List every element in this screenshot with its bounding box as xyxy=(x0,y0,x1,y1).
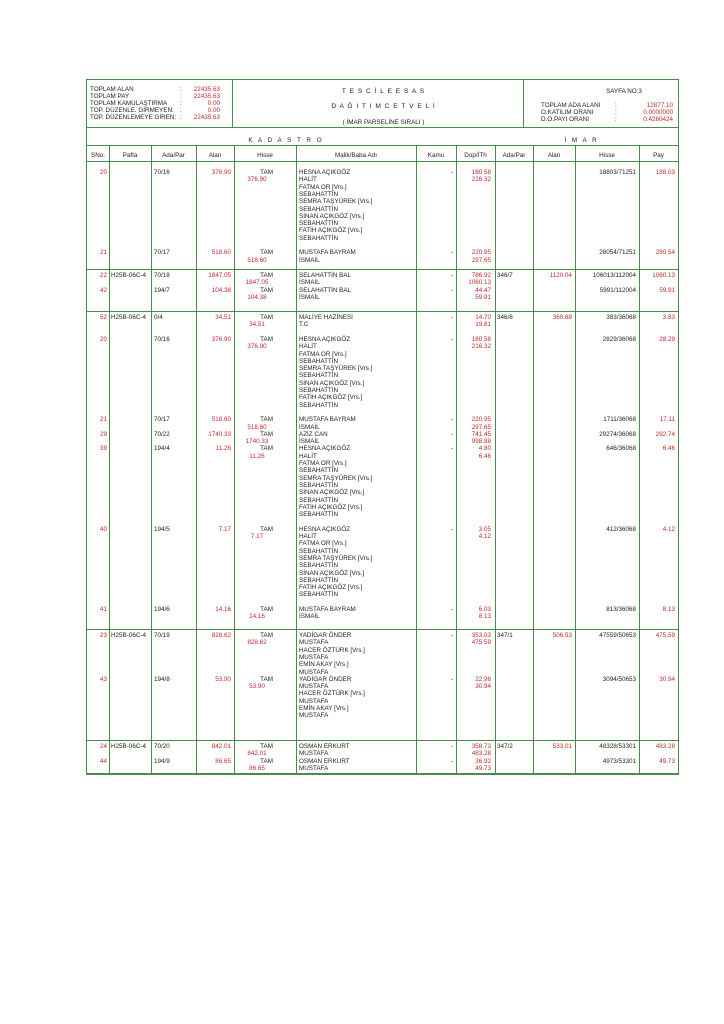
row-imar-hisse: 29274/36068 xyxy=(599,430,636,438)
row-owner: HALİT xyxy=(299,533,317,540)
row-sno: 43 xyxy=(99,675,107,683)
block-divider xyxy=(87,773,678,774)
row-kamu: - xyxy=(450,416,453,424)
row-owner: SEBAHATTİN xyxy=(299,496,339,504)
row-kamu: - xyxy=(450,675,453,683)
column-divider xyxy=(533,145,534,774)
row-hisse-value: 34.51 xyxy=(249,321,265,329)
row-imar-hisse: 48328/53301 xyxy=(599,743,636,750)
row-dop: 4.80 xyxy=(478,445,491,453)
block-divider xyxy=(87,629,678,630)
row-dop: 36.92 xyxy=(475,757,491,765)
row-ith: 1060.13 xyxy=(468,279,491,287)
row-sno: 41 xyxy=(99,606,107,613)
row-ith: 49.73 xyxy=(475,764,491,772)
row-alan: 1740.33 xyxy=(208,430,231,438)
row-ith: 483.28 xyxy=(471,750,491,758)
header-left-colon: : xyxy=(180,114,182,121)
row-hisse-value: 376.90 xyxy=(247,343,267,351)
row-owner: SEBAHATTİN xyxy=(299,357,339,365)
header-left-label: TOPLAM ALAN xyxy=(90,86,134,93)
row-alan: 1847.05 xyxy=(208,272,231,279)
block-divider xyxy=(87,311,678,312)
row-hisse-value: 86.65 xyxy=(249,764,265,772)
row-dop: 741.45 xyxy=(471,430,491,438)
page-number: SAYFA NO:3 xyxy=(606,88,642,95)
row-ith: 216.32 xyxy=(471,343,491,351)
row-owner: FATMA OR [Vrs.] xyxy=(299,540,347,548)
row-hisse: TAM xyxy=(260,314,273,321)
row-hisse-value: 828.62 xyxy=(247,639,267,647)
header-left-value: 0.00 xyxy=(207,100,220,107)
row-alan: 7.17 xyxy=(218,525,231,533)
header-left-colon: : xyxy=(180,107,182,114)
column-divider xyxy=(639,145,640,774)
row-pay: 4.12 xyxy=(662,525,675,533)
row-owner: SEBAHATTİN xyxy=(299,205,339,213)
row-dop: 160.58 xyxy=(471,335,491,343)
row-adapar: 70/17 xyxy=(154,249,170,257)
section-imar: İ M A R xyxy=(564,137,599,144)
row-imar-hisse: 4973/53301 xyxy=(602,757,636,765)
row-alan: 842.01 xyxy=(211,743,231,750)
row-owner: SEBAHATTİN xyxy=(299,562,339,570)
row-sno: 29 xyxy=(99,430,107,438)
row-owner: MUSTAFA BAYRAM xyxy=(299,249,356,257)
row-owner: YADİGAR ÖNDER xyxy=(299,632,352,639)
row-imar-alan: 506.53 xyxy=(552,632,572,639)
row-owner: HALİT xyxy=(299,452,317,460)
row-hisse: TAM xyxy=(260,249,273,257)
row-alan: 53.90 xyxy=(215,675,231,683)
row-pay: 17.11 xyxy=(659,416,675,424)
row-imar-hisse: 18803/71251 xyxy=(599,169,636,176)
row-sno: 21 xyxy=(99,249,107,257)
row-owner: HESNA AÇIKGÖZ xyxy=(299,335,351,343)
row-owner: SEBAHATTİN xyxy=(299,481,339,489)
row-adapar: 194/4 xyxy=(154,445,170,453)
row-adapar: 70/22 xyxy=(154,430,170,438)
column-header: Dop/İTh xyxy=(464,152,487,159)
row-alan: 86.65 xyxy=(215,757,231,765)
row-hisse: TAM xyxy=(260,169,273,176)
row-adapar: 70/16 xyxy=(154,169,170,176)
row-hisse: TAM xyxy=(260,445,273,453)
row-dop: 3.05 xyxy=(478,525,491,533)
row-alan: 34.51 xyxy=(215,314,231,321)
row-owner: SİNAN AÇIKGÖZ [Vrs.] xyxy=(299,569,365,577)
row-kamu: - xyxy=(450,286,453,294)
row-ith: 30.94 xyxy=(475,683,491,691)
row-kamu: - xyxy=(450,445,453,453)
column-header: Ada/Par xyxy=(502,152,526,159)
row-owner: MUSTAFA xyxy=(299,712,329,720)
row-ith: 8.13 xyxy=(478,613,491,621)
column-divider xyxy=(296,145,297,774)
column-divider xyxy=(575,145,576,774)
doc-order-note: ( İMAR PARSELİNE SIRALI ) xyxy=(342,119,425,126)
row-owner: SEBAHATTİN xyxy=(299,190,339,198)
row-pay: 28.29 xyxy=(659,335,675,343)
row-ith: 998.88 xyxy=(471,438,491,446)
row-ith: 216.32 xyxy=(471,176,491,184)
row-pafta: H25B-06C-4 xyxy=(111,272,146,279)
row-pay: 49.73 xyxy=(659,757,675,765)
row-sno: 39 xyxy=(99,445,107,453)
row-owner: MUSTAFA xyxy=(299,653,329,661)
row-owner: MUSTAFA BAYRAM xyxy=(299,416,356,424)
row-hisse-value: 7.17 xyxy=(250,533,264,540)
header-left-colon: : xyxy=(180,93,182,100)
header-right-label: TOPLAM ADA ALANI xyxy=(541,102,601,109)
row-owner: SİNAN AÇIKGÖZ [Vrs.] xyxy=(299,379,365,387)
row-owner: İSMAİL xyxy=(299,423,320,431)
row-owner: MUSTAFA xyxy=(299,764,329,772)
row-owner: HESNA AÇIKGÖZ xyxy=(299,525,351,533)
row-kamu: - xyxy=(450,249,453,257)
row-owner: FATMA OR [Vrs.] xyxy=(299,350,347,358)
row-hisse: TAM xyxy=(260,632,273,639)
header-left-value: 22435.63 xyxy=(193,93,220,100)
row-ith: 6.46 xyxy=(478,452,491,460)
row-sno: 24 xyxy=(99,743,107,750)
row-kamu: - xyxy=(450,743,453,750)
row-owner: HALİT xyxy=(299,343,317,351)
column-header: Pay xyxy=(653,152,664,159)
row-owner: SEBAHATTİN xyxy=(299,234,339,242)
header-left-colon: : xyxy=(180,86,182,93)
column-divider xyxy=(416,145,417,774)
row-owner: FATİH AÇIKGÖZ [Vrs.] xyxy=(299,227,363,235)
row-dop: 220.95 xyxy=(471,249,491,257)
row-sno: 42 xyxy=(99,286,107,294)
header-right-value: 0.0000000 xyxy=(643,109,673,116)
column-header: SNo. xyxy=(91,152,105,159)
row-owner: SEBAHATTİN xyxy=(299,467,339,475)
row-kamu: - xyxy=(450,525,453,533)
row-alan: 376.90 xyxy=(211,169,231,176)
column-divider xyxy=(109,145,110,774)
row-sno: 44 xyxy=(99,757,107,765)
column-divider xyxy=(234,145,235,774)
row-ith: 297.65 xyxy=(471,256,491,264)
row-owner: MALİYE HAZİNESİ xyxy=(299,314,353,321)
row-imar-hisse: 813/36068 xyxy=(606,606,636,613)
header-left-value: 22435.63 xyxy=(193,114,220,121)
row-hisse: TAM xyxy=(260,272,273,279)
row-sno: 40 xyxy=(99,525,107,533)
row-hisse: TAM xyxy=(260,525,273,533)
doc-subtitle: D A Ğ I T I M C E T V E L İ xyxy=(331,103,436,110)
row-alan: 518.60 xyxy=(211,249,231,257)
row-pay: 188.03 xyxy=(655,169,675,176)
row-hisse: TAM xyxy=(260,430,273,438)
header-left-value: 0.00 xyxy=(207,107,220,114)
row-owner: MUSTAFA xyxy=(299,683,329,691)
row-owner: HACER ÖZTÜRK [Vrs.] xyxy=(299,646,365,654)
row-owner: SELAHATTİN BAL xyxy=(299,286,352,294)
row-imar-adapar: 346/7 xyxy=(497,272,513,279)
row-adapar: 70/19 xyxy=(154,632,170,639)
row-owner: EMİN AKAY [Vrs.] xyxy=(299,705,349,712)
row-imar-hisse: 2829/36068 xyxy=(602,335,636,343)
row-ith: 297.65 xyxy=(471,423,491,431)
row-imar-hisse: 3094/50653 xyxy=(602,675,636,683)
row-imar-adapar: 346/8 xyxy=(497,314,513,321)
row-kamu: - xyxy=(450,169,453,176)
column-header: Alan xyxy=(547,152,561,159)
row-owner: FATMA OR [Vrs.] xyxy=(299,460,347,467)
row-owner: OSMAN ERKURT xyxy=(299,757,350,765)
row-owner: AZİZ CAN xyxy=(299,430,328,438)
row-hisse-value: 518.60 xyxy=(247,256,267,264)
header-left-colon: : xyxy=(180,100,182,107)
row-dop: 160.58 xyxy=(471,169,491,176)
row-imar-hisse: 646/36068 xyxy=(606,445,636,453)
row-kamu: - xyxy=(450,430,453,438)
row-alan: 518.60 xyxy=(211,416,231,424)
row-imar-adapar: 347/2 xyxy=(497,743,513,750)
row-sno: 52 xyxy=(99,314,107,321)
row-hisse: TAM xyxy=(260,286,273,294)
row-alan: 828.62 xyxy=(211,632,231,639)
row-pay: 6.46 xyxy=(662,445,675,453)
header-left-label: TOPLAM PAY xyxy=(90,93,130,100)
row-owner: SEBAHATTİN xyxy=(299,511,339,519)
row-pay: 1060.13 xyxy=(652,272,675,279)
row-imar-hisse: 28054/71251 xyxy=(599,249,636,257)
row-owner: SEMRA TAŞYÜREK [Vrs.] xyxy=(299,474,373,482)
row-adapar: 0/4 xyxy=(154,314,163,321)
row-pay: 292.74 xyxy=(655,430,675,438)
column-header: Malik/Baba Adı xyxy=(334,152,377,159)
row-imar-hisse: 47559/50653 xyxy=(599,632,636,639)
row-hisse-value: 1740.33 xyxy=(245,438,269,446)
row-alan: 376.90 xyxy=(211,335,231,343)
row-pafta: H25B-06C-4 xyxy=(111,632,146,639)
header-right-colon: : xyxy=(615,109,617,116)
row-owner: YADİGAR ÖNDER xyxy=(299,675,352,683)
row-kamu: - xyxy=(450,757,453,765)
row-pafta: H25B-06C-4 xyxy=(111,314,146,321)
header-right-colon: : xyxy=(615,116,617,123)
row-adapar: 70/20 xyxy=(154,743,170,750)
row-pay: 483.28 xyxy=(655,743,675,750)
row-hisse: TAM xyxy=(260,416,273,424)
row-dop: 786.92 xyxy=(471,272,491,279)
row-hisse-value: 376.90 xyxy=(247,176,267,184)
column-header: Ada/Par xyxy=(162,152,185,159)
column-header: Pafta xyxy=(122,152,138,159)
row-owner: MUSTAFA xyxy=(299,668,329,676)
column-divider xyxy=(196,145,197,774)
row-adapar: 70/16 xyxy=(154,335,170,343)
row-owner: HACER ÖZTÜRK [Vrs.] xyxy=(299,690,365,698)
row-pay: 59.91 xyxy=(659,286,675,294)
row-pafta: H25B-06C-4 xyxy=(111,743,146,750)
header-right-colon: : xyxy=(615,102,617,109)
row-owner: İSMAİL xyxy=(299,279,320,287)
header-left-value: 22435.63 xyxy=(193,86,220,93)
row-owner: SEBAHATTİN xyxy=(299,401,339,409)
column-header: Hisse xyxy=(257,152,273,159)
row-owner: SEBAHATTİN xyxy=(299,576,339,584)
row-imar-hisse: 1711/36068 xyxy=(603,416,636,424)
row-alan: 104.38 xyxy=(211,286,231,294)
row-owner: HESNA AÇIKGÖZ xyxy=(299,445,351,453)
row-alan: 14.16 xyxy=(215,606,231,613)
row-owner: MUSTAFA xyxy=(299,639,329,647)
row-owner: İSMAİL xyxy=(299,293,320,301)
row-imar-alan: 360.68 xyxy=(552,314,572,321)
row-owner: İSMAİL xyxy=(299,256,320,264)
row-owner: HESNA AÇIKGÖZ xyxy=(299,169,351,176)
row-owner: HALİT xyxy=(299,176,317,184)
section-kadastro: K A D A S T R O xyxy=(248,137,324,144)
row-hisse-value: 518.60 xyxy=(247,423,267,431)
row-sno: 22 xyxy=(99,272,107,279)
row-pay: 30.94 xyxy=(659,675,675,683)
row-dop: 6.03 xyxy=(478,606,491,613)
row-sno: 20 xyxy=(99,169,107,176)
row-owner: SELAHATTİN BAL xyxy=(299,272,352,279)
row-dop: 353.03 xyxy=(471,632,491,639)
row-adapar: 194/6 xyxy=(154,606,170,613)
doc-title: T E S C İ L E E S A S xyxy=(341,88,426,95)
header-left-label: TOP. DÜZENLEMEYE GİREN: xyxy=(90,114,177,121)
row-ith: 19.81 xyxy=(475,321,491,329)
row-owner: SEBAHATTİN xyxy=(299,387,339,394)
row-adapar: 194/8 xyxy=(154,675,170,683)
row-kamu: - xyxy=(450,335,453,343)
row-imar-hisse: 106013/112004 xyxy=(592,272,636,279)
row-hisse: TAM xyxy=(260,606,273,613)
row-dop: 44.47 xyxy=(475,286,491,294)
row-kamu: - xyxy=(450,632,453,639)
column-header: Alan xyxy=(208,152,222,159)
header-right-value: 0.4260424 xyxy=(643,116,673,123)
row-owner: FATİH AÇIKGÖZ [Vrs.] xyxy=(299,503,363,511)
header-right-label: D.O.PAYI ORANI xyxy=(541,116,590,123)
row-pay: 475.59 xyxy=(655,632,675,639)
row-owner: İSMAİL xyxy=(299,438,320,446)
row-owner: SEBAHATTİN xyxy=(299,220,339,228)
column-header: Kamu xyxy=(427,152,445,159)
row-pay: 8.13 xyxy=(662,606,675,613)
header-right-label: O.KATILIM ORANI xyxy=(541,109,594,116)
distribution-table xyxy=(86,79,679,775)
row-hisse-value: 1847.05 xyxy=(245,279,269,287)
row-sno: 20 xyxy=(99,335,107,343)
row-hisse-value: 53.90 xyxy=(249,683,265,691)
row-owner: OSMAN ERKURT xyxy=(299,743,350,750)
block-divider xyxy=(87,740,678,741)
row-owner: İSMAİL xyxy=(299,613,320,621)
row-imar-hisse: 412/36068 xyxy=(606,525,636,533)
row-ith: 4.12 xyxy=(478,533,491,540)
row-ith: 475.59 xyxy=(471,639,491,647)
row-hisse: TAM xyxy=(260,675,273,683)
row-owner: SEBAHATTİN xyxy=(299,591,339,599)
row-owner: T.C xyxy=(299,321,309,329)
row-kamu: - xyxy=(450,272,453,279)
row-sno: 23 xyxy=(99,632,107,639)
row-hisse: TAM xyxy=(260,335,273,343)
header-left-label: TOP. DÜZENLE. GİRMEYEN: xyxy=(90,107,174,114)
row-hisse-value: 11.26 xyxy=(249,452,265,460)
row-owner: SEMRA TAŞYÜREK [Vrs.] xyxy=(299,554,373,562)
column-divider xyxy=(151,145,152,774)
row-dop: 358.73 xyxy=(471,743,491,750)
row-imar-hisse: 5991/112004 xyxy=(599,286,636,294)
row-adapar: 194/9 xyxy=(154,757,170,765)
row-owner: SEMRA TAŞYÜREK [Vrs.] xyxy=(299,198,373,206)
row-adapar: 194/5 xyxy=(154,525,170,533)
block-divider xyxy=(87,269,678,270)
row-hisse-value: 104.38 xyxy=(247,293,267,301)
row-owner: FATMA OR [Vrs.] xyxy=(299,183,347,191)
row-owner: MUSTAFA xyxy=(299,697,329,705)
row-kamu: - xyxy=(450,314,453,321)
row-owner: SİNAN AÇIKGÖZ [Vrs.] xyxy=(299,212,365,220)
header-left-label: TOPLAM KAMULAŞTIRMA xyxy=(90,100,168,107)
row-imar-hisse: 383/36068 xyxy=(606,314,636,321)
row-imar-adapar: 347/1 xyxy=(497,632,513,639)
row-owner: FATİH AÇIKGÖZ [Vrs.] xyxy=(299,394,363,402)
row-hisse: TAM xyxy=(260,743,273,750)
row-adapar: 70/17 xyxy=(154,416,170,424)
row-adapar: 194/7 xyxy=(154,286,170,294)
row-imar-alan: 533.01 xyxy=(552,743,572,750)
row-pay: 3.83 xyxy=(662,314,675,321)
row-adapar: 70/18 xyxy=(154,272,170,279)
row-owner: SEMRA TAŞYÜREK [Vrs.] xyxy=(299,365,373,373)
row-hisse-value: 14.16 xyxy=(249,613,265,621)
row-pay: 280.54 xyxy=(655,249,675,257)
column-divider xyxy=(456,145,457,774)
row-imar-alan: 1120.04 xyxy=(549,272,572,279)
row-kamu: - xyxy=(450,606,453,613)
row-owner: EMİN AKAY [Vrs.] xyxy=(299,661,349,669)
row-dop: 220.95 xyxy=(471,416,491,424)
row-owner: SEBAHATTİN xyxy=(299,547,339,555)
row-dop: 14.70 xyxy=(475,314,491,321)
row-sno: 21 xyxy=(99,416,107,424)
row-hisse: TAM xyxy=(260,757,273,765)
header-right-value: 12877.10 xyxy=(646,102,673,109)
row-dop: 22.96 xyxy=(475,675,491,683)
column-header: Hisse xyxy=(599,152,615,159)
row-owner: SEBAHATTİN xyxy=(299,372,339,380)
row-owner: MUSTAFA BAYRAM xyxy=(299,606,356,613)
row-ith: 59.91 xyxy=(475,293,491,301)
row-alan: 11.26 xyxy=(215,445,231,453)
row-owner: MUSTAFA xyxy=(299,750,329,758)
row-owner: FATİH AÇIKGÖZ [Vrs.] xyxy=(299,584,363,592)
column-divider xyxy=(495,145,496,774)
row-hisse-value: 842.01 xyxy=(247,750,267,758)
row-owner: SİNAN AÇIKGÖZ [Vrs.] xyxy=(299,489,365,497)
